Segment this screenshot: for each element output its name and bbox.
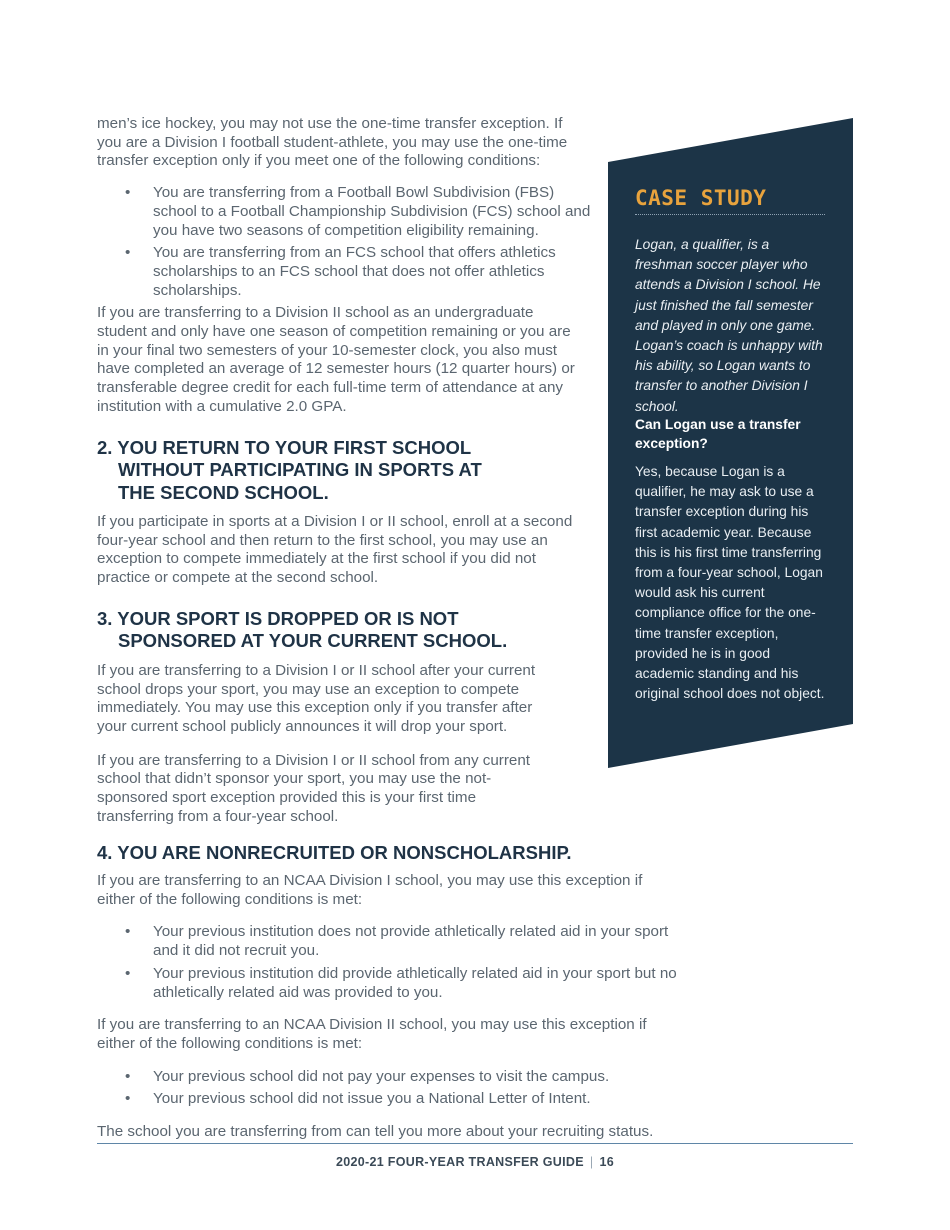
division-i-conditions-list	[97, 923, 687, 1002]
list-item: • You are transferring from a Football Bowl Subdivision (FBS) school to a Football Championship Subdivision (FCS) school and you have two seasons of competition eligibility remaining.	[97, 184, 593, 240]
list-item: • Your previous school did not issue you a National Letter of Intent.	[97, 1090, 687, 1109]
recruiting-status-paragraph: The school you are transferring from can tell you more about your recruiting status.	[97, 1123, 654, 1141]
division-ii-conditions-list	[97, 1068, 687, 1109]
section-4-heading: 4. YOU ARE NONRECRUITED OR NONSCHOLARSHIP.	[97, 842, 572, 864]
section-4-paragraph-1: If you are transferring to an NCAA Division I school, you may use this exception if either of the following conditions is met:	[97, 871, 643, 908]
case-study-scenario: Logan, a qualifier, is a freshman soccer player who attends a Division I school. He just finished the fall semester and played in only one game. Logan’s coach is unhappy with his ability, so Logan wants to transfer to another Division I school.	[635, 237, 823, 414]
case-study-title: CASE STUDY	[635, 186, 825, 215]
page-number: 16	[599, 1155, 614, 1169]
case-study-answer: Yes, because Logan is a qualifier, he may ask to use a transfer exception during his first academic year. Because this is his first time transferring from a four-year school, Logan would ask his current compliance office for the one-time transfer exception, provided he is in good academic standing and his original school does not object.	[635, 464, 825, 702]
section-2-paragraph: If you participate in sports at a Division I or II school, enroll at a second four-year school and then return to the first school, you may use an exception to compete immediately at the first school if you did not practice or compete at the second school.	[97, 513, 573, 587]
section-2-heading: 2. YOU RETURN TO YOUR FIRST SCHOOL WITHOUT PARTICIPATING IN SPORTS AT THE SECOND SCHOOL.	[97, 436, 482, 503]
list-item: • Your previous institution does not provide athletically related aid in your sport and it did not recruit you.	[97, 923, 673, 960]
footer-divider	[97, 1143, 853, 1144]
list-item: • You are transferring from an FCS school that offers athletics scholarships to an FCS school that does not offer athletics scholarships.	[97, 244, 593, 300]
section-3-paragraph-1: If you are transferring to a Division I or II school after your current school drops your sport, you may use an exception to compete immediately. You may use this exception only if you transfer after your current school publicly announces it will drop your sport.	[97, 661, 536, 735]
footer-separator: |	[589, 1155, 594, 1169]
guide-title: 2020-21 FOUR-YEAR TRANSFER GUIDE	[336, 1155, 584, 1169]
division-ii-paragraph: If you are transferring to a Division II school as an undergraduate student and only have one season of competition remaining or you are in your final two semesters of your 10-semester clock, you also must have completed an average of 12 semester hours (12 quarter hours) or transferable degree credit for each full-time term of attendance at any institution with a cumulative 2.0 GPA.	[97, 304, 575, 415]
section-3-heading: 3. YOUR SPORT IS DROPPED OR IS NOT SPONSORED AT YOUR CURRENT SCHOOL.	[97, 607, 508, 652]
case-study-question: Can Logan use a transfer exception?	[635, 417, 801, 451]
fbs-fcs-conditions-list	[97, 184, 591, 300]
list-item: • Your previous school did not pay your expenses to visit the campus.	[97, 1068, 687, 1087]
main-content	[97, 115, 677, 1142]
section-4-paragraph-2: If you are transferring to an NCAA Division II school, you may use this exception if either of the following conditions is met:	[97, 1016, 647, 1052]
intro-paragraph: men’s ice hockey, you may not use the one-time transfer exception. If you are a Division I football student-athlete, you may use the one-time transfer exception only if you meet one of the following conditions:	[97, 115, 568, 170]
list-item: • Your previous institution did provide athletically related aid in your sport but no athletically related aid was provided to you.	[97, 965, 683, 1002]
page-footer	[0, 1155, 950, 1169]
section-3-paragraph-2: If you are transferring to a Division I or II school from any current school that didn’t sponsor your sport, you may use the not-sponsored sport exception provided this is your first time transferring from a four-year school.	[97, 751, 531, 825]
